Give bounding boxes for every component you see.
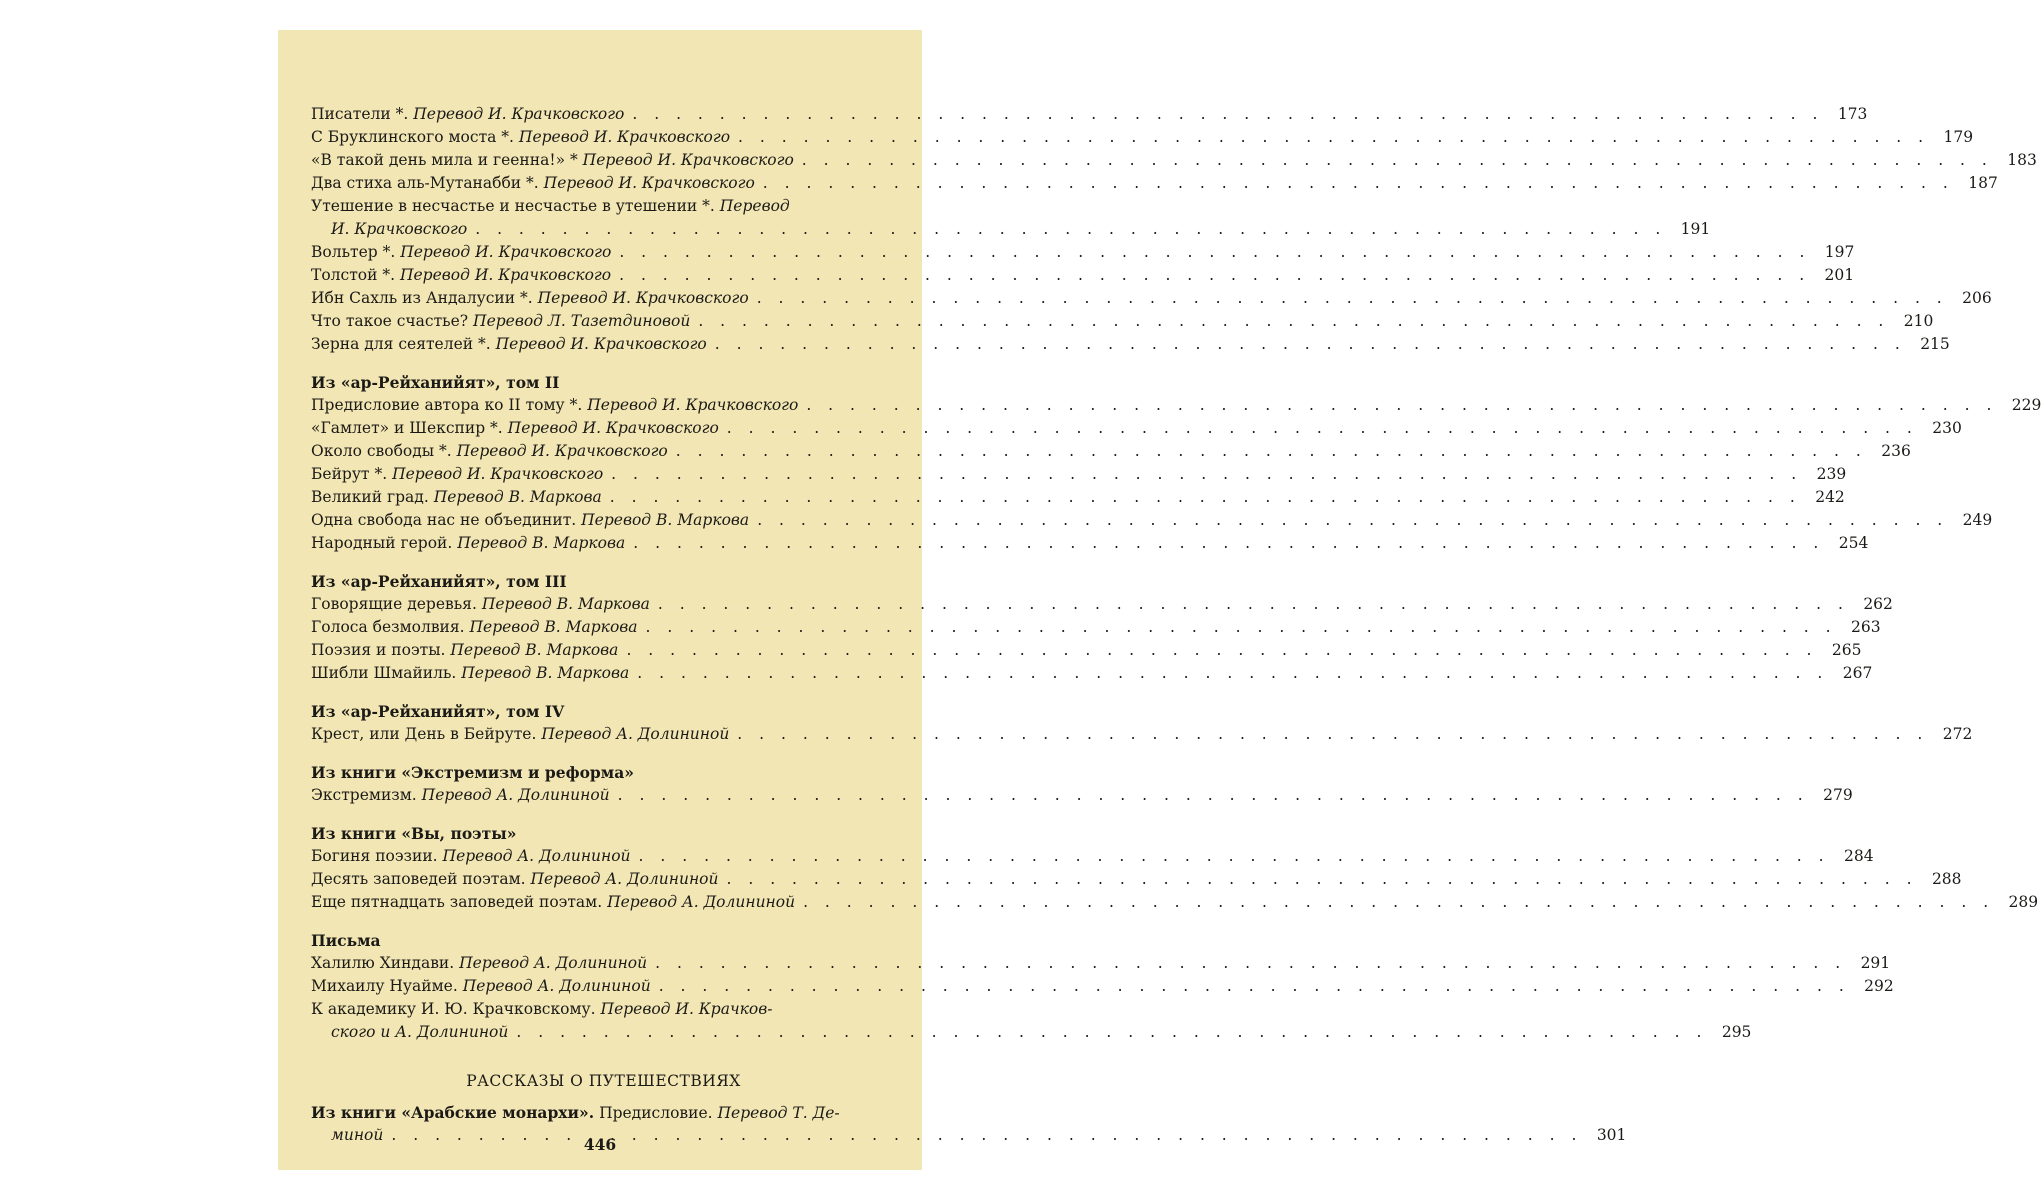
- entry-page-number: 295: [1721, 1023, 1752, 1041]
- book-page: [278, 30, 2041, 1170]
- entry-page-number: 183: [2007, 151, 2037, 169]
- dot-leader: [715, 333, 1906, 356]
- toc-entry: [311, 662, 1873, 685]
- section-heading: Письма: [311, 931, 381, 950]
- entry-page-number: 267: [1842, 664, 1873, 682]
- dot-leader: [658, 593, 1849, 616]
- entry-title: Говорящие деревья.: [311, 595, 477, 613]
- entry-title: Голоса безмолвия.: [311, 618, 465, 636]
- entry-translator: Перевод В. Маркова: [450, 641, 619, 659]
- entry-page-number: 187: [1968, 174, 1998, 192]
- toc-entry: [311, 310, 1934, 333]
- entry-translator: Перевод А. Долининой: [530, 870, 719, 888]
- dot-leader: [738, 126, 1929, 149]
- entry-translator: Перевод И. Крачковского: [537, 289, 749, 307]
- dot-leader: [757, 287, 1948, 310]
- entry-text: [311, 287, 749, 310]
- entry-translator: Перевод И. Крачковского: [543, 174, 755, 192]
- toc-entry: [311, 103, 1868, 126]
- entry-text: [311, 486, 602, 509]
- dot-leader: [646, 616, 1837, 639]
- toc-entry: [311, 784, 1853, 807]
- entry-page-number: 197: [1824, 243, 1855, 261]
- entry-text: [311, 952, 647, 975]
- toc-section: [311, 822, 2039, 914]
- entry-title: Еще пятнадцать заповедей поэтам.: [311, 893, 603, 911]
- table-of-contents: [311, 103, 2041, 1147]
- entry-title: Предисловие.: [599, 1104, 713, 1122]
- entry-text: [311, 333, 707, 356]
- entry-text: [311, 394, 798, 417]
- entry-translator: Перевод И. Крачковского: [392, 465, 604, 483]
- dot-leader: [516, 1021, 1707, 1044]
- entry-text: [331, 1021, 508, 1044]
- toc-section: [311, 103, 2037, 356]
- entry-translator: Перевод И. Крачковского: [587, 396, 799, 414]
- entry-translator: Перевод Л. Тазетдиновой: [473, 312, 691, 330]
- entry-title: Толстой *.: [311, 266, 396, 284]
- entry-translator: Перевод В. Маркова: [581, 511, 750, 529]
- entry-text: [311, 172, 755, 195]
- entry-title: С Бруклинского моста *.: [311, 128, 514, 146]
- entry-text: [311, 639, 618, 662]
- entry-text: [311, 310, 690, 333]
- entry-translator: Перевод И. Крачковского: [400, 243, 612, 261]
- entry-text: [311, 417, 719, 440]
- entry-translator: Перевод В. Маркова: [433, 488, 602, 506]
- toc-entry: [311, 868, 1962, 891]
- entry-title: Вольтер *.: [311, 243, 396, 261]
- entry-text: [311, 998, 772, 1021]
- entry-page-number: 288: [1931, 870, 1962, 888]
- entry-text: [311, 784, 610, 807]
- entry-text: [311, 975, 651, 998]
- entry-translator: Перевод В. Маркова: [481, 595, 650, 613]
- toc-entry: [311, 509, 1993, 532]
- entry-text: [311, 440, 668, 463]
- entry-page-number: 215: [1920, 335, 1950, 353]
- dot-leader: [726, 868, 1917, 891]
- dot-leader: [737, 723, 1928, 746]
- entry-text: [311, 532, 625, 555]
- toc-entry: [311, 998, 876, 1021]
- entry-text: [311, 264, 611, 287]
- entry-translator: Перевод: [719, 197, 790, 215]
- entry-page-number: 206: [1962, 289, 1992, 307]
- toc-entry: [311, 440, 1911, 463]
- toc-entry: [311, 287, 1992, 310]
- toc-entry: [311, 195, 876, 218]
- section-heading: Из «ар-Рейханийят», том III: [311, 572, 567, 591]
- page-number: 446: [583, 1135, 617, 1154]
- toc-entry: [311, 845, 1874, 868]
- dot-leader: [619, 264, 1810, 287]
- entry-title: Народный герой.: [311, 534, 453, 552]
- toc-entry: [311, 333, 1950, 356]
- entry-text: [311, 845, 631, 868]
- toc-entry: [311, 1101, 876, 1124]
- toc-entry: [311, 723, 1973, 746]
- entry-page-number: 291: [1860, 954, 1891, 972]
- entry-text: [311, 1101, 840, 1125]
- entry-source-title: Из книги «Арабские монархи».: [311, 1103, 595, 1122]
- toc-entry: [311, 952, 1891, 975]
- entry-title: «В такой день мила и геенна!» *: [311, 151, 578, 169]
- dot-leader: [619, 241, 1810, 264]
- entry-translator: Перевод И. Крачковского: [399, 266, 612, 284]
- entry-title: Утешение в несчастье и несчастье в утешении *.: [311, 197, 715, 215]
- toc-entry: [311, 975, 1894, 998]
- entry-translator: Перевод А. Долининой: [459, 954, 648, 972]
- dot-leader: [806, 394, 1997, 417]
- toc-section: [311, 570, 1893, 685]
- entry-translator: Перевод А. Долининой: [541, 725, 730, 743]
- entry-title: Экстремизм.: [311, 786, 417, 804]
- toc-section: [311, 371, 2041, 555]
- entry-title: Поэзия и поэты.: [311, 641, 446, 659]
- dot-leader: [475, 218, 1666, 241]
- toc-entry: [311, 241, 1855, 264]
- dot-leader: [611, 463, 1802, 486]
- entry-title: Ибн Сахль из Андалусии *.: [311, 289, 533, 307]
- dot-leader: [637, 662, 1828, 685]
- entry-text: [311, 868, 718, 891]
- entry-text: [311, 195, 790, 218]
- toc-entry: [311, 218, 1711, 241]
- toc-section: [311, 761, 1853, 807]
- entry-text: [311, 593, 650, 616]
- entry-translator: Перевод В. Маркова: [461, 664, 630, 682]
- entry-title: Два стиха аль-Мутанабби *.: [311, 174, 539, 192]
- entry-page-number: 254: [1838, 534, 1869, 552]
- section-heading: Из книги «Вы, поэты»: [311, 824, 517, 843]
- entry-page-number: 236: [1881, 442, 1911, 460]
- entry-title: Шибли Шмайиль.: [311, 664, 457, 682]
- dot-leader: [626, 639, 1817, 662]
- entry-page-number: 230: [1932, 419, 1962, 437]
- entry-title: «Гамлет» и Шекспир *.: [311, 419, 503, 437]
- toc-entry: [311, 1021, 1752, 1044]
- entry-title: К академику И. Ю. Крачковскому.: [311, 1000, 596, 1018]
- entry-page-number: 179: [1943, 128, 1974, 146]
- entry-text: [311, 891, 795, 914]
- dot-leader: [633, 532, 1824, 555]
- entry-text: [331, 218, 467, 241]
- dot-leader: [632, 103, 1823, 126]
- entry-translator: Перевод Т. Де-: [717, 1104, 840, 1122]
- entry-translator: Перевод А. Долининой: [462, 977, 651, 995]
- toc-entry: [311, 172, 1998, 195]
- entry-title: Одна свобода нас не объединит.: [311, 511, 577, 529]
- entry-text: [311, 509, 749, 532]
- toc-entry: [311, 149, 2037, 172]
- entry-page-number: 191: [1680, 220, 1711, 238]
- section-heading: Из «ар-Рейханийят», том II: [311, 373, 560, 392]
- toc-entry: [311, 126, 1974, 149]
- toc-entry: [311, 417, 1962, 440]
- entry-translator: Перевод И. Крачковского: [495, 335, 707, 353]
- entry-title: Великий град.: [311, 488, 429, 506]
- entry-text: [311, 616, 638, 639]
- toc-section: [311, 700, 1973, 746]
- entry-page-number: 301: [1596, 1126, 1627, 1144]
- dot-leader: [698, 310, 1889, 333]
- entry-page-number: 292: [1864, 977, 1894, 995]
- entry-translator: Перевод А. Долининой: [607, 893, 796, 911]
- dot-leader: [727, 417, 1918, 440]
- entry-translator: Перевод В. Маркова: [457, 534, 626, 552]
- entry-title: Михаилу Нуайме.: [311, 977, 458, 995]
- part-heading: РАССКАЗЫ О ПУТЕШЕСТВИЯХ: [466, 1072, 741, 1090]
- dot-leader: [803, 891, 1994, 914]
- entry-page-number: 210: [1903, 312, 1934, 330]
- entry-text: [311, 126, 730, 149]
- entry-page-number: 289: [2008, 893, 2039, 911]
- toc-entry: [311, 394, 2041, 417]
- toc-section: [311, 929, 1894, 1044]
- entry-translator-continued: ского и А. Долининой: [331, 1023, 509, 1041]
- toc-entry: [311, 264, 1855, 287]
- entry-text: [311, 662, 629, 685]
- entry-page-number: 229: [2011, 396, 2041, 414]
- entry-text: [311, 241, 611, 264]
- entry-title: Бейрут *.: [311, 465, 388, 483]
- dot-leader: [659, 975, 1850, 998]
- dot-leader: [639, 845, 1830, 868]
- section-heading: Из книги «Экстремизм и реформа»: [311, 763, 634, 782]
- entry-translator: Перевод И. Крачков-: [600, 1000, 773, 1018]
- entry-translator: Перевод И. Крачковского: [456, 442, 668, 460]
- dot-leader: [655, 952, 1846, 975]
- dot-leader: [610, 486, 1801, 509]
- entry-translator: Перевод И. Крачковского: [413, 105, 625, 123]
- entry-page-number: 279: [1823, 786, 1853, 804]
- entry-translator-continued: миной: [331, 1126, 384, 1144]
- entry-title: Что такое счастье?: [311, 312, 469, 330]
- entry-page-number: 173: [1837, 105, 1868, 123]
- entry-translator: Перевод И. Крачковского: [507, 419, 719, 437]
- toc-entry: [311, 616, 1881, 639]
- entry-title: Крест, или День в Бейруте.: [311, 725, 537, 743]
- entry-translator: Перевод А. Долининой: [442, 847, 631, 865]
- dot-leader: [757, 509, 1948, 532]
- toc-entry: [311, 639, 1862, 662]
- entry-page-number: 242: [1815, 488, 1845, 506]
- entry-title: Зерна для сеятелей *.: [311, 335, 491, 353]
- entry-page-number: 272: [1942, 725, 1973, 743]
- entry-title: Предисловие автора ко II тому *.: [311, 396, 583, 414]
- entry-translator: Перевод И. Крачковского: [518, 128, 731, 146]
- entry-translator-continued: И. Крачковского: [331, 220, 468, 238]
- entry-title: Писатели *.: [311, 105, 409, 123]
- entry-page-number: 249: [1962, 511, 1993, 529]
- toc-entry: [311, 463, 1847, 486]
- entry-title: Около свободы *.: [311, 442, 452, 460]
- entry-page-number: 265: [1831, 641, 1862, 659]
- toc-entry: [311, 486, 1845, 509]
- entry-text: [311, 723, 729, 746]
- entry-translator: Перевод В. Маркова: [469, 618, 638, 636]
- entry-title: Халилю Хиндави.: [311, 954, 455, 972]
- dot-leader: [618, 784, 1809, 807]
- entry-page-number: 284: [1843, 847, 1874, 865]
- dot-leader: [676, 440, 1867, 463]
- entry-title: Десять заповедей поэтам.: [311, 870, 526, 888]
- entry-page-number: 263: [1851, 618, 1881, 636]
- entry-text: [311, 103, 624, 126]
- section-heading: Из «ар-Рейханийят», том IV: [311, 702, 565, 721]
- entry-page-number: 201: [1824, 266, 1855, 284]
- entry-title: Богиня поэзии.: [311, 847, 438, 865]
- entry-text: [311, 149, 794, 172]
- dot-leader: [763, 172, 1954, 195]
- entry-page-number: 262: [1863, 595, 1893, 613]
- toc-entry: [311, 532, 1869, 555]
- toc-entry: [311, 593, 1893, 616]
- dot-leader: [802, 149, 1993, 172]
- entry-text: [311, 463, 603, 486]
- toc-entry: [311, 891, 2039, 914]
- entry-page-number: 239: [1816, 465, 1847, 483]
- entry-translator: Перевод А. Долининой: [421, 786, 610, 804]
- entry-translator: Перевод И. Крачковского: [582, 151, 794, 169]
